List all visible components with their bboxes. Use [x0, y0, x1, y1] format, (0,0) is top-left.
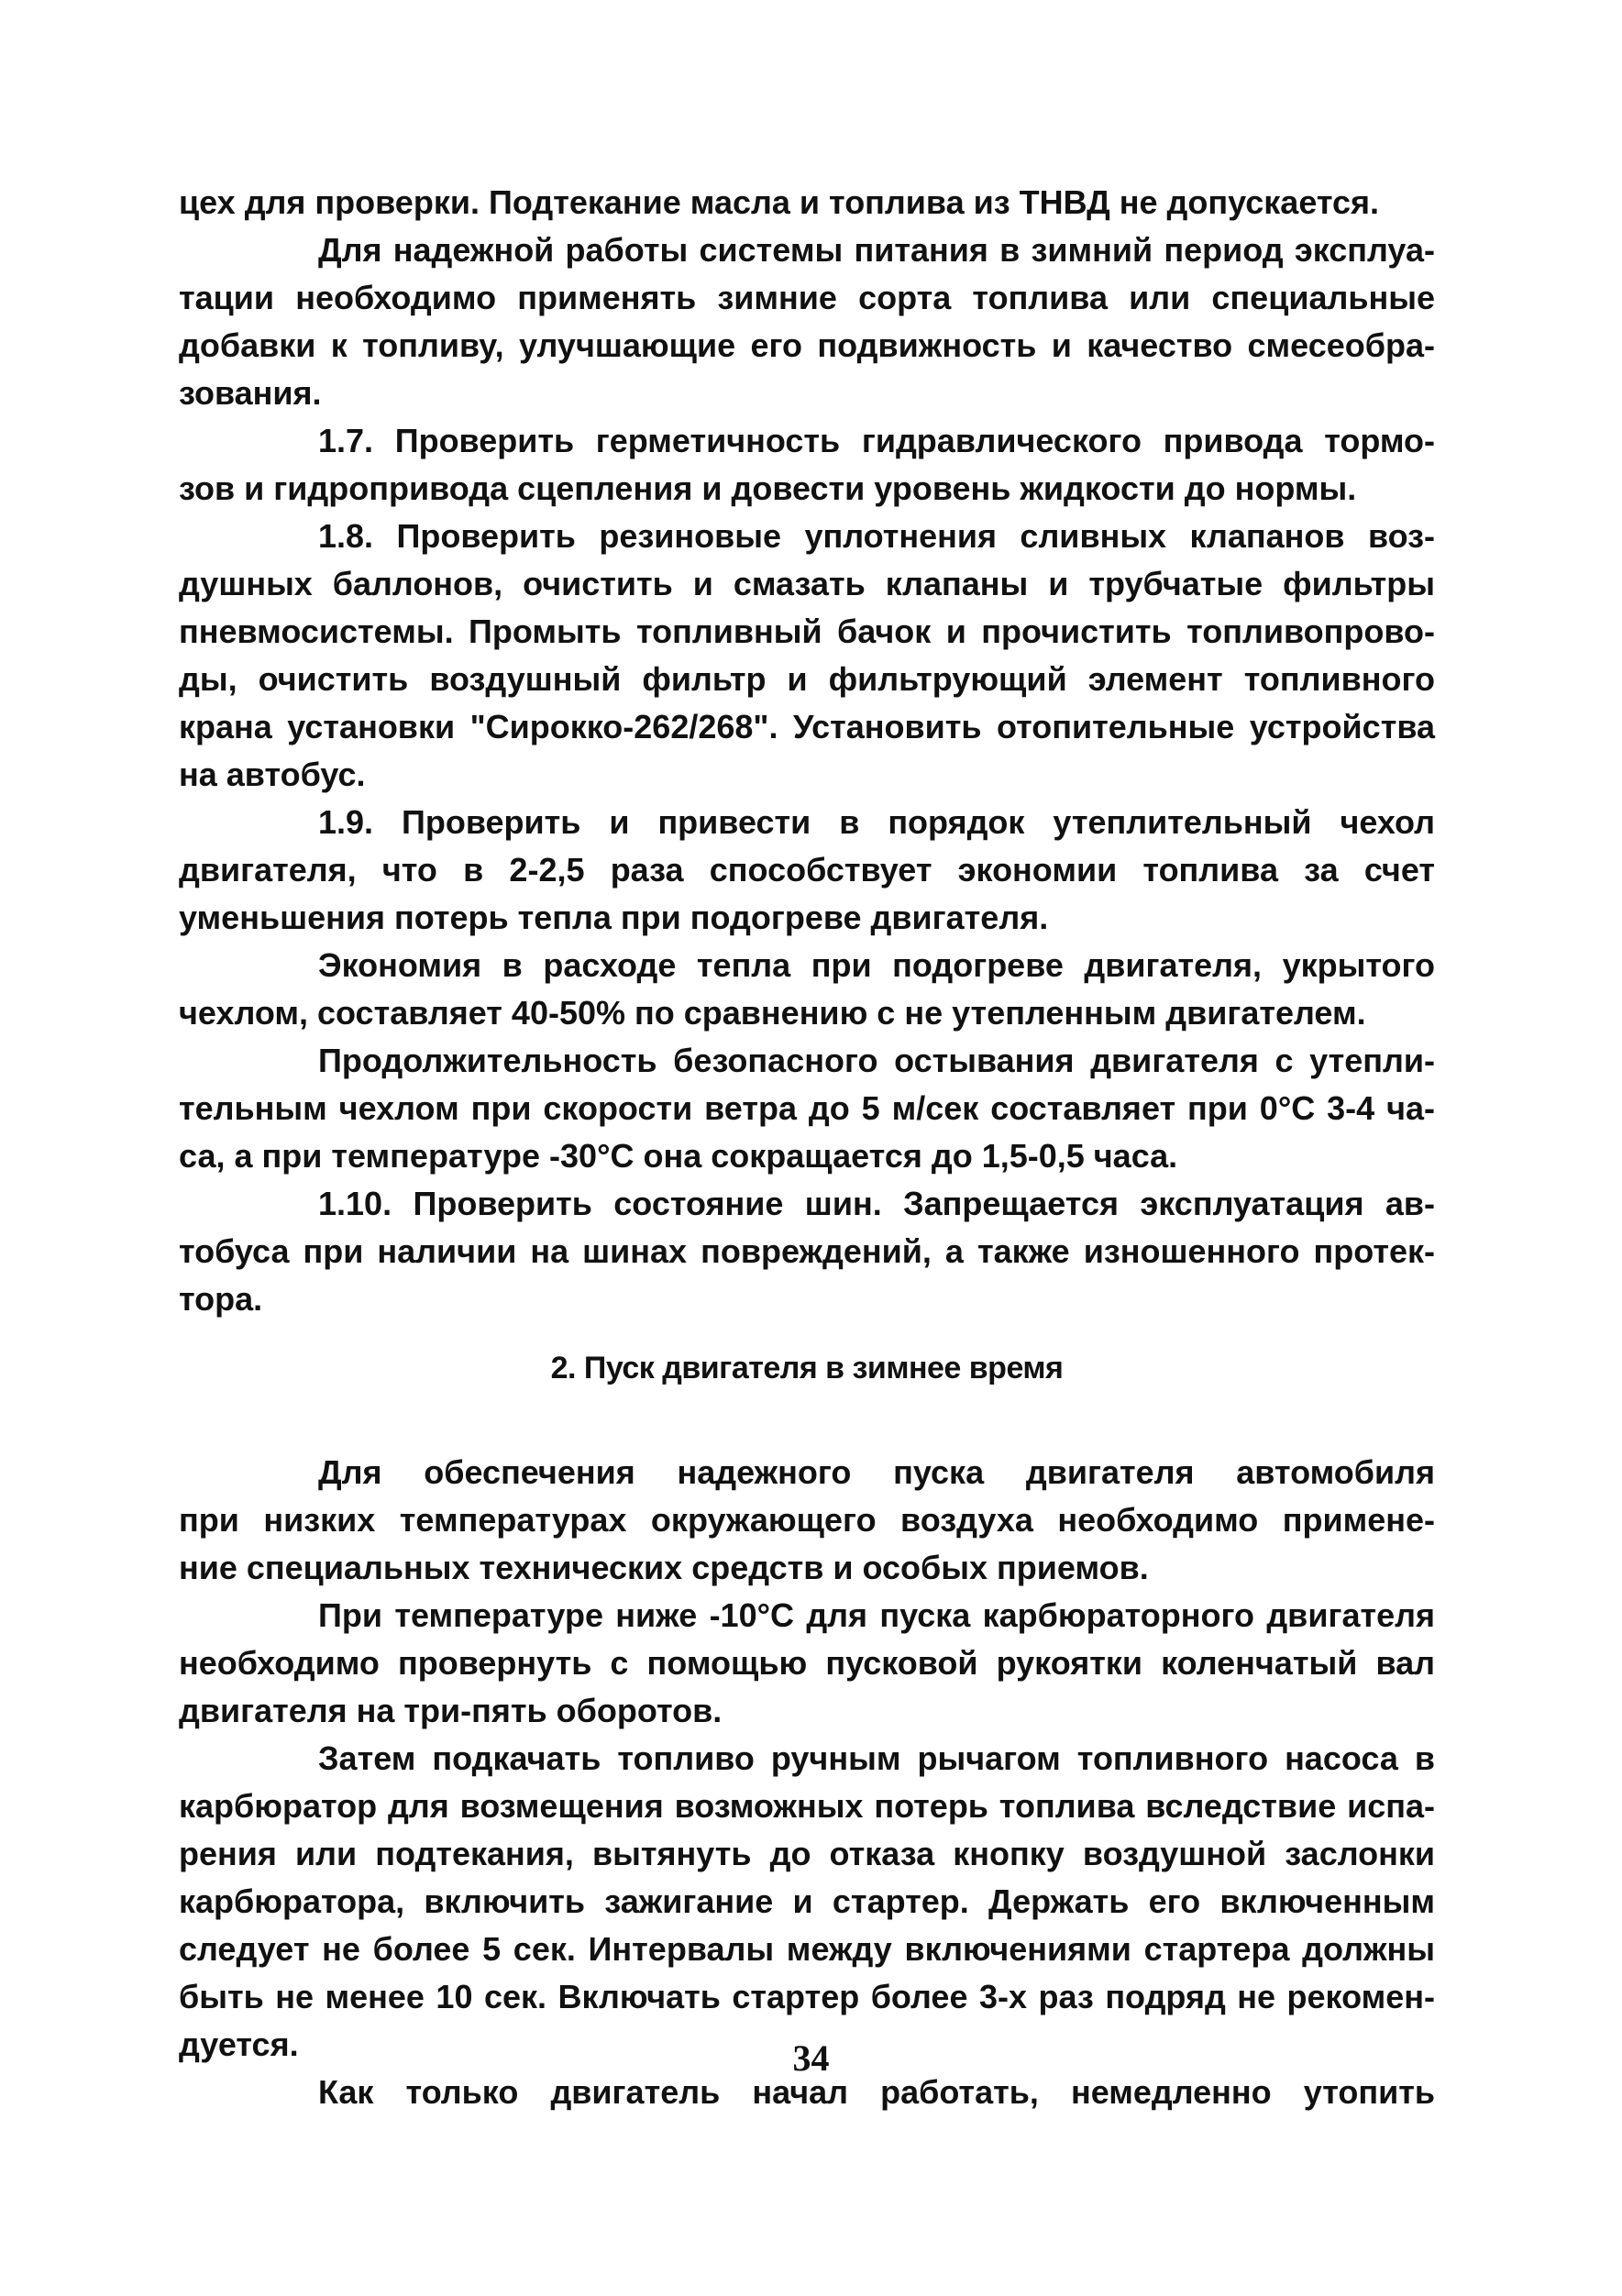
text-line: Экономия в расходе тепла при подогреве двигателя, укрытого [318, 946, 1435, 984]
text-line: карбюратора, включить зажигание и стартер. Держать его включенным [179, 1882, 1435, 1920]
text-line: рения или подтекания, вытянуть до отказа кнопку воздушной заслонки [179, 1835, 1435, 1872]
text-line: необходимо провернуть с помощью пусковой рукоятки коленчатый вал [179, 1644, 1435, 1682]
text-line: душных баллонов, очистить и смазать клапаны и трубчатые фильтры [179, 565, 1435, 602]
text-line: чехлом, составляет 40-50% по сравнению с не утепленным двигателем. [179, 994, 1366, 1032]
text-line: добавки к топливу, улучшающие его подвижность и качество смесеобра- [179, 326, 1435, 364]
text-line: пневмосистемы. Промыть топливный бачок и прочистить топливопрово- [179, 613, 1435, 650]
text-line: ние специальных технических средств и особых приемов. [179, 1549, 1149, 1586]
text-line: 1.10. Проверить состояние шин. Запрещается эксплуатация ав- [318, 1185, 1435, 1222]
text-line: При температуре ниже -10°С для пуска карбюраторного двигателя [318, 1596, 1435, 1634]
text-line: быть не менее 10 сек. Включать стартер более 3-х раз подряд не рекомен- [179, 1978, 1435, 2015]
section-heading: 2. Пуск двигателя в зимнее время [550, 1351, 1064, 1385]
text-line: зов и гидропривода сцепления и довести уровень жидкости до нормы. [179, 469, 1357, 507]
text-line: дуется. [179, 2026, 299, 2063]
text-line: зования. [179, 374, 322, 412]
text-line: крана установки "Сирокко-262/268". Установить отопительные устройства [179, 708, 1435, 745]
text-line: цех для проверки. Подтекание масла и топлива из ТНВД не допускается. [179, 183, 1380, 221]
text-line: уменьшения потерь тепла при подогреве двигателя. [179, 899, 1049, 936]
text-line: Для обеспечения надежного пуска двигателя автомобиля [318, 1453, 1435, 1491]
text-line: на автобус. [179, 756, 366, 793]
text-line: ды, очистить воздушный фильтр и фильтрующий элемент топливного [179, 660, 1435, 698]
text-line: Как только двигатель начал работать, немедленно утопить [318, 2073, 1435, 2111]
text-line: при низких температурах окружающего воздуха необходимо примене- [179, 1501, 1435, 1539]
text-line: тобуса при наличии на шинах повреждений, а также изношенного протек- [179, 1232, 1435, 1270]
text-line: Затем подкачать топливо ручным рычагом топливного насоса в [318, 1739, 1435, 1777]
text-line: карбюратор для возмещения возможных потерь топлива вследствие испа- [179, 1787, 1435, 1825]
text-line: следует не более 5 сек. Интервалы между включениями стартера должны [179, 1930, 1435, 1968]
text-line: тора. [179, 1280, 263, 1318]
text-line: са, а при температуре -30°С она сокращается до 1,5-0,5 часа. [179, 1137, 1178, 1175]
text-line: двигателя, что в 2-2,5 раза способствует экономии топлива за счет [179, 851, 1435, 889]
page-number: 34 [792, 2037, 830, 2079]
text-line: 1.9. Проверить и привести в порядок утеплительный чехол [318, 803, 1435, 841]
text-line: 1.8. Проверить резиновые уплотнения сливных клапанов воз- [318, 517, 1435, 555]
text-line: тельным чехлом при скорости ветра до 5 м/сек составляет при 0°С 3-4 ча- [179, 1089, 1435, 1127]
text-line: Для надежной работы системы питания в зимний период эксплуа- [318, 231, 1435, 269]
text-line: 1.7. Проверить герметичность гидравлического привода тормо- [318, 422, 1435, 459]
text-line: Продолжительность безопасного остывания двигателя с утепли- [318, 1042, 1435, 1079]
text-line: двигателя на три-пять оборотов. [179, 1692, 723, 1729]
text-line: тации необходимо применять зимние сорта топлива или специальные [179, 279, 1435, 316]
